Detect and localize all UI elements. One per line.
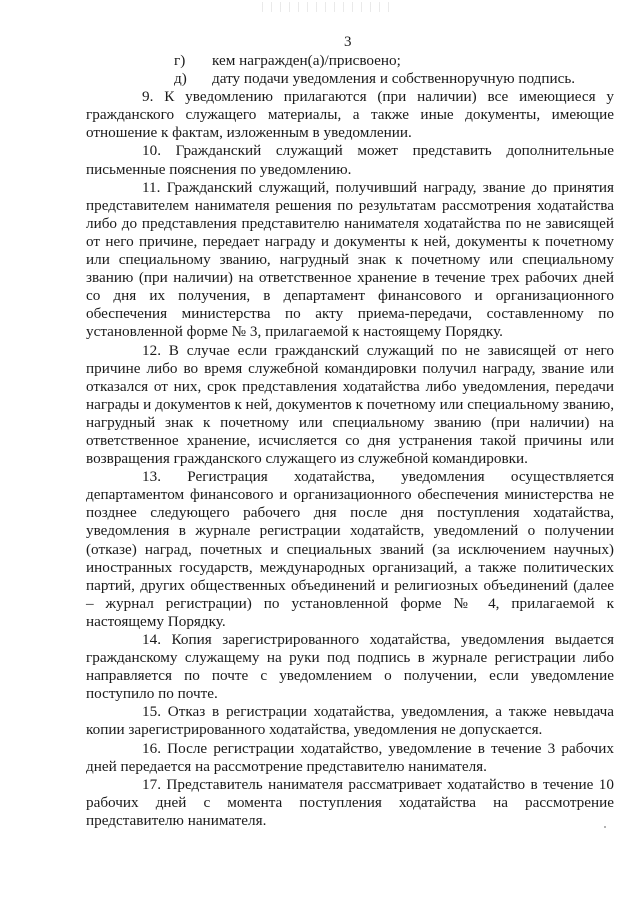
numbered-paragraph — [86, 342, 614, 469]
list-item-text: кем награжден(а)/присвоено; — [212, 52, 401, 69]
numbered-paragraph — [86, 179, 614, 342]
paragraph-text: Представитель нанимателя рассматривает ходатайство в течение 10 рабочих дней с момента поступления ходатайства на рассмотрение представителю нанимателя. — [86, 775, 614, 829]
list-item-marker: д) — [174, 70, 187, 88]
list-item — [86, 70, 614, 88]
numbered-paragraph — [86, 142, 614, 178]
paragraph-number: 9. — [142, 88, 154, 106]
paragraph-number: 12. — [142, 341, 161, 359]
paragraph-number: 15. — [142, 703, 161, 721]
paragraph-text: К уведомлению прилагаются (при наличии) все имеющиеся у гражданского служащего материалы, а также иные документы, имеющие отношение к фактам, изложенным в уведомлении. — [86, 88, 614, 142]
scan-artifact — [262, 2, 392, 12]
paragraph-number: 10. — [142, 142, 161, 160]
paragraph-number: 11. — [142, 178, 161, 196]
page-number: 3 — [344, 34, 352, 50]
numbered-paragraph — [86, 776, 614, 830]
numbered-paragraph — [86, 703, 614, 739]
list-item-text: дату подачи уведомления и собственноручную подпись. — [212, 70, 576, 88]
paragraph-text: Гражданский служащий может представить дополнительные письменные пояснения по уведомлению. — [86, 142, 614, 178]
paragraph-text: Гражданский служащий, получивший награду, звание до принятия представителем нанимателя решения по результатам рассмотрения ходатайства либо до представления представителю нанимателя ходатайства по не зависящей от него причине, передает награду и документы к ней, документы к почетному или специальному званию, нагрудный знак к почетному или специальному званию (при наличии) на ответственное хранение в течение трех рабочих дней со дня их получения, в департамент финансового и организационного обеспечения министерства по акту приема-передачи, составленному по установленной форме № 3, прилагаемой к настоящему Порядку. — [86, 178, 615, 341]
paragraph-text: В случае если гражданский служащий по не зависящей от него причине либо во время служебной командировки получил награду, звание или отказался от них, срок представления ходатайства либо уведомления, передачи награды и документов к ней, документов к почетному или специальному званию, нагрудный знак к почетному или специальному званию (при наличии) на ответственное хранение, исчисляется со дня устранения такой причины или возвращения гражданского служащего из служебной командировки. — [86, 341, 615, 468]
list-item-marker: г) — [174, 52, 186, 69]
numbered-paragraph — [86, 740, 614, 776]
paragraph-text: После регистрации ходатайство, уведомление в течение 3 рабочих дней передается на рассмотрение представителю нанимателя. — [86, 739, 615, 775]
numbered-paragraph — [86, 468, 614, 631]
list-item — [86, 52, 614, 70]
paragraph-number: 17. — [142, 775, 161, 793]
paragraph-text: Копия зарегистрированного ходатайства, уведомления выдается гражданскому служащему на руки под подпись в журнале регистрации либо направляется по почте с уведомлением о получении, если уведомление поступило по почте. — [86, 631, 615, 703]
paragraph-number: 14. — [142, 631, 161, 648]
numbered-paragraph — [86, 88, 614, 142]
paragraph-number: 13. — [142, 468, 161, 486]
paragraph-text: Регистрация ходатайства, уведомления осуществляется департаментом финансового и организационного обеспечения министерства не позднее следующего рабочего дня после дня поступления ходатайства, уведомления в журнале регистрации ходатайств, уведомлений о получении (отказе) наград, почетных и специальных званий (за исключением научных) иностранных государств, международных организаций, а также политических партий, других общественных объединений и религиозных объединений (далее – журнал регистрации) по установленной форме № 4, прилагаемой к настоящему Порядку. — [86, 468, 614, 630]
document-body — [86, 52, 614, 830]
numbered-paragraph — [86, 631, 614, 703]
paragraph-number: 16. — [142, 739, 161, 757]
paragraph-text: Отказ в регистрации ходатайства, уведомления, а также невыдача копии зарегистрированного ходатайства, уведомления не допускается. — [86, 703, 614, 739]
